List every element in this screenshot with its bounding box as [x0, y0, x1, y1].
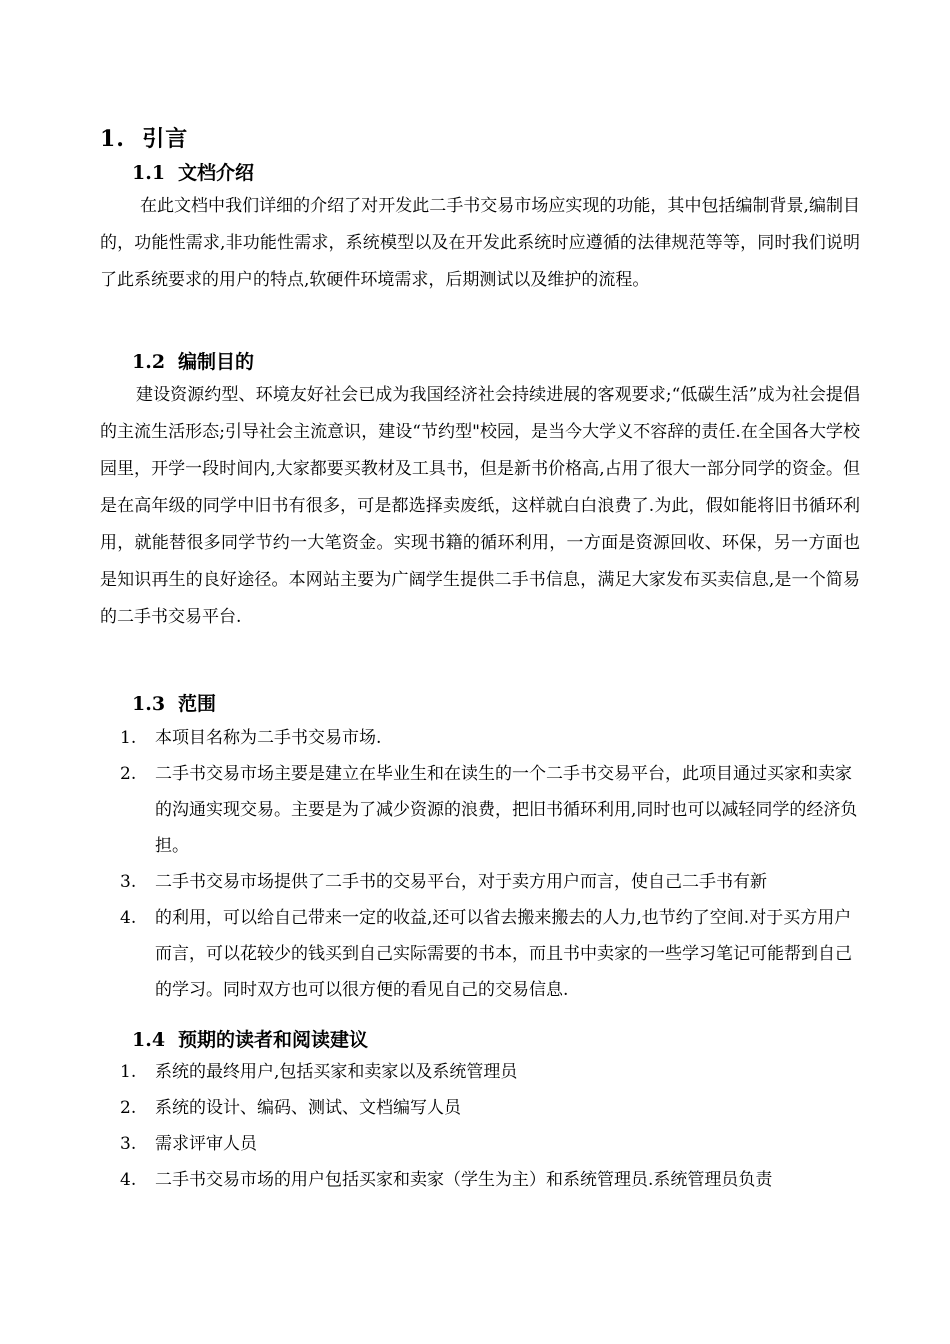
list-item: [100, 900, 860, 1008]
list-item-number: 4.: [120, 1170, 137, 1190]
section-1-4-list: [100, 1054, 860, 1198]
section-1-1-title: 文档介绍: [178, 162, 255, 184]
list-item-number: 2.: [120, 1098, 137, 1118]
list-item: [100, 1090, 860, 1126]
list-item: [100, 864, 860, 900]
section-1-2-title: 编制目的: [178, 351, 255, 373]
section-1-4-title: 预期的读者和阅读建议: [178, 1029, 369, 1051]
section-1-title: 引言: [142, 126, 189, 152]
list-item: [100, 720, 860, 756]
section-1-1-heading: [132, 158, 254, 185]
list-item: [100, 1126, 860, 1162]
section-1-3-list: [100, 720, 860, 1008]
list-item: [100, 756, 860, 864]
list-item-text: 本项目名称为二手书交易市场.: [155, 728, 382, 748]
section-1-2-number: 1.2: [132, 351, 166, 373]
section-1-2-body: 建设资源约型、环境友好社会已成为我国经济社会持续进展的客观要求;“低碳生活”成为社会提倡的主流生活形态;引导社会主流意识，建设“节约型"校园，是当今大学义不容辞的责任.在全国各大学校园里，开学一段时间内,大家都要买教材及工具书，但是新书价格高,占用了很大一部分同学的资金。但是在高年级的同学中旧书有很多，可是都选择卖废纸，这样就白白浪费了.为此，假如能将旧书循环利用，就能替很多同学节约一大笔资金。实现书籍的循环利用，一方面是资源回收、环保，另一方面也是知识再生的良好途径。本网站主要为广阔学生提供二手书信息，满足大家发布买卖信息,是一个简易的二手书交易平台.: [100, 385, 860, 627]
list-item-text: 二手书交易市场提供了二手书的交易平台，对于卖方用户而言，使自己二手书有新: [155, 872, 767, 892]
section-1-4-heading: [132, 1025, 368, 1052]
list-item-text: 系统的设计、编码、测试、文档编写人员: [155, 1098, 461, 1118]
section-1-1-body: 在此文档中我们详细的介绍了对开发此二手书交易市场应实现的功能，其中包括编制背景,编制目的，功能性需求,非功能性需求，系统模型以及在开发此系统时应遵循的法律规范等等，同时我们说明了此系统要求的用户的特点,软硬件环境需求，后期测试以及维护的流程。: [100, 196, 860, 290]
section-1-1-number: 1.1: [132, 162, 166, 184]
list-item-number: 1.: [120, 728, 137, 748]
section-1-3-number: 1.3: [132, 693, 166, 715]
list-item-text: 二手书交易市场的用户包括买家和卖家（学生为主）和系统管理员.系统管理员负责: [155, 1170, 773, 1190]
list-item-number: 1.: [120, 1062, 137, 1082]
list-item-text: 二手书交易市场主要是建立在毕业生和在读生的一个二手书交易平台，此项目通过买家和卖家的沟通实现交易。主要是为了减少资源的浪费，把旧书循环利用,同时也可以减轻同学的经济负担。: [155, 764, 858, 856]
list-item-number: 3.: [120, 1134, 137, 1154]
list-item-number: 4.: [120, 908, 137, 928]
list-item-text: 需求评审人员: [155, 1134, 257, 1154]
section-1-3-title: 范围: [178, 693, 217, 715]
section-1-2-heading: [132, 347, 254, 374]
section-1-4-number: 1.4: [132, 1029, 166, 1051]
list-item-text: 的利用，可以给自己带来一定的收益,还可以省去搬来搬去的人力,也节约了空间.对于买方用户而言，可以花较少的钱买到自己实际需要的书本，而且书中卖家的一些学习笔记可能帮到自己的学习。同时双方也可以很方便的看见自己的交易信息.: [155, 908, 852, 1000]
list-item: [100, 1162, 860, 1198]
list-item-text: 系统的最终用户,包括买家和卖家以及系统管理员: [155, 1062, 518, 1082]
list-item-number: 2.: [120, 764, 137, 784]
section-1-number: 1.: [100, 126, 125, 152]
list-item: [100, 1054, 860, 1090]
section-1-3-heading: [132, 689, 216, 716]
section-1-heading: [100, 122, 188, 153]
list-item-number: 3.: [120, 872, 137, 892]
